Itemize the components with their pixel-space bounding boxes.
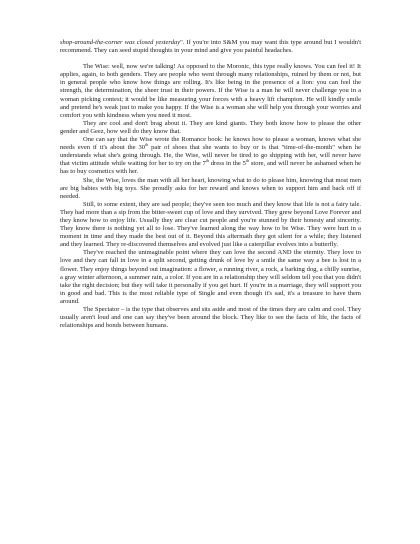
paragraph-the-wise: The Wise: well, now we're talking! As opposed to the Moronic, this type really knows. You can feel it! It applies, again, to both genders. They are people who went through many relationships, ruined by them or not, but in general people who know how things are rolling. It's like being in the presence of a lion: you can feel the strength, the determination, the sheer trust in their powers. If the Wise is a man he will never challenge you in a woman picking contest; it would be like measuring your forces with a heavy lift champion. He will kindly smile and pretend he's weak just to make you happy. If the Wise is a woman she will help you through your worries and comfort you with kindness when you need it most. [60, 63, 361, 119]
paragraph-the-spectator: The Spectator – is the type that observes and sits aside and most of the times they are calm and cool. They usually aren't loud and one can say they've been around the block. They like to see the facts of life, the facts of relationships and bonds between humans. [60, 306, 361, 330]
paragraph-shop-around [60, 39, 361, 55]
ordinal-suffix: th [145, 141, 149, 147]
paragraph-she-the-wise: She, the Wise, loves the man with all her heart, knowing what to do to please him, knowing that most men are big babies with big toys. She proudly asks for her reward and knows when to support him and back off if needed. [60, 176, 361, 200]
paragraph-text: store, and will never be ashamed when he has to buy cosmetics with her. [60, 160, 361, 176]
paragraph-text: pair of shoes that she wants to buy or is that "time-of-the-month" when he understands what she's going through. He, the Wise, will never be tired to go shipping with her, will never have that victim attitude while waiting for her to try on the 7 [60, 144, 361, 168]
ordinal-suffix: th [205, 158, 209, 164]
paragraph-romance-book [60, 136, 361, 176]
paragraph-text: ". If you're into S&M you may want this type around but I wouldn't recommend. They can seed stupid thoughts in your mind and give you painful headaches. [60, 39, 362, 55]
paragraph-unimaginable-point: They've reached the unimaginable point where they can love the second AND the eternity. They love to love and they can fall in love in a split second, getting drunk of love by a smile the same way a bee is lost in a flower. They enjoy things beyond out imagination: a flower, a running river, a rock, a barking dog, a chilly sunrise, a gray winter afternoon, a summer rain, a color. If you are in a relationship they will seldom tell you that you didn't take the right decision; but they will take it personally if you get hurt. If you're in a marriage, they will support you in good and bad. This is the most reliable type of Single and even though it's sad, it's a treasure to have them around. [60, 249, 361, 305]
paragraph-sad-people: Still, to some extent, they are sad people; they've seen too much and they know that life is not a fairy tale. They had more than a sip from the bitter-sweet cup of love and they survived. They grew beyond Love Forever and they know how to enjoy life. Usually they are clear cut people and you're stunned by their honesty and sincerity. They know there is nothing yet all to lose. They've learned along the way how to be Wise. They were hurt in a moment in time and they made the best out of it. Beyond this aftermath they got silent for a while; they listened and they learned. They re-discovered themselves and evolved just like a caterpillar evolves into a butterfly. [60, 200, 361, 249]
italic-lead: shop-around-the-corner was closed yesterday [60, 39, 181, 46]
paragraph-kind-giants: They are cool and don't brag about it. They are kind giants. They both know how to please the other gender and Geez, how well do they know that. [60, 119, 361, 135]
paragraph-text: dress in the 5 [208, 160, 246, 168]
paragraph-text: One can say that the Wise wrote the Romance book: he knows how to please a woman, knows what she needs even if it's about the 30 [60, 136, 361, 152]
ordinal-suffix: th [245, 158, 250, 164]
